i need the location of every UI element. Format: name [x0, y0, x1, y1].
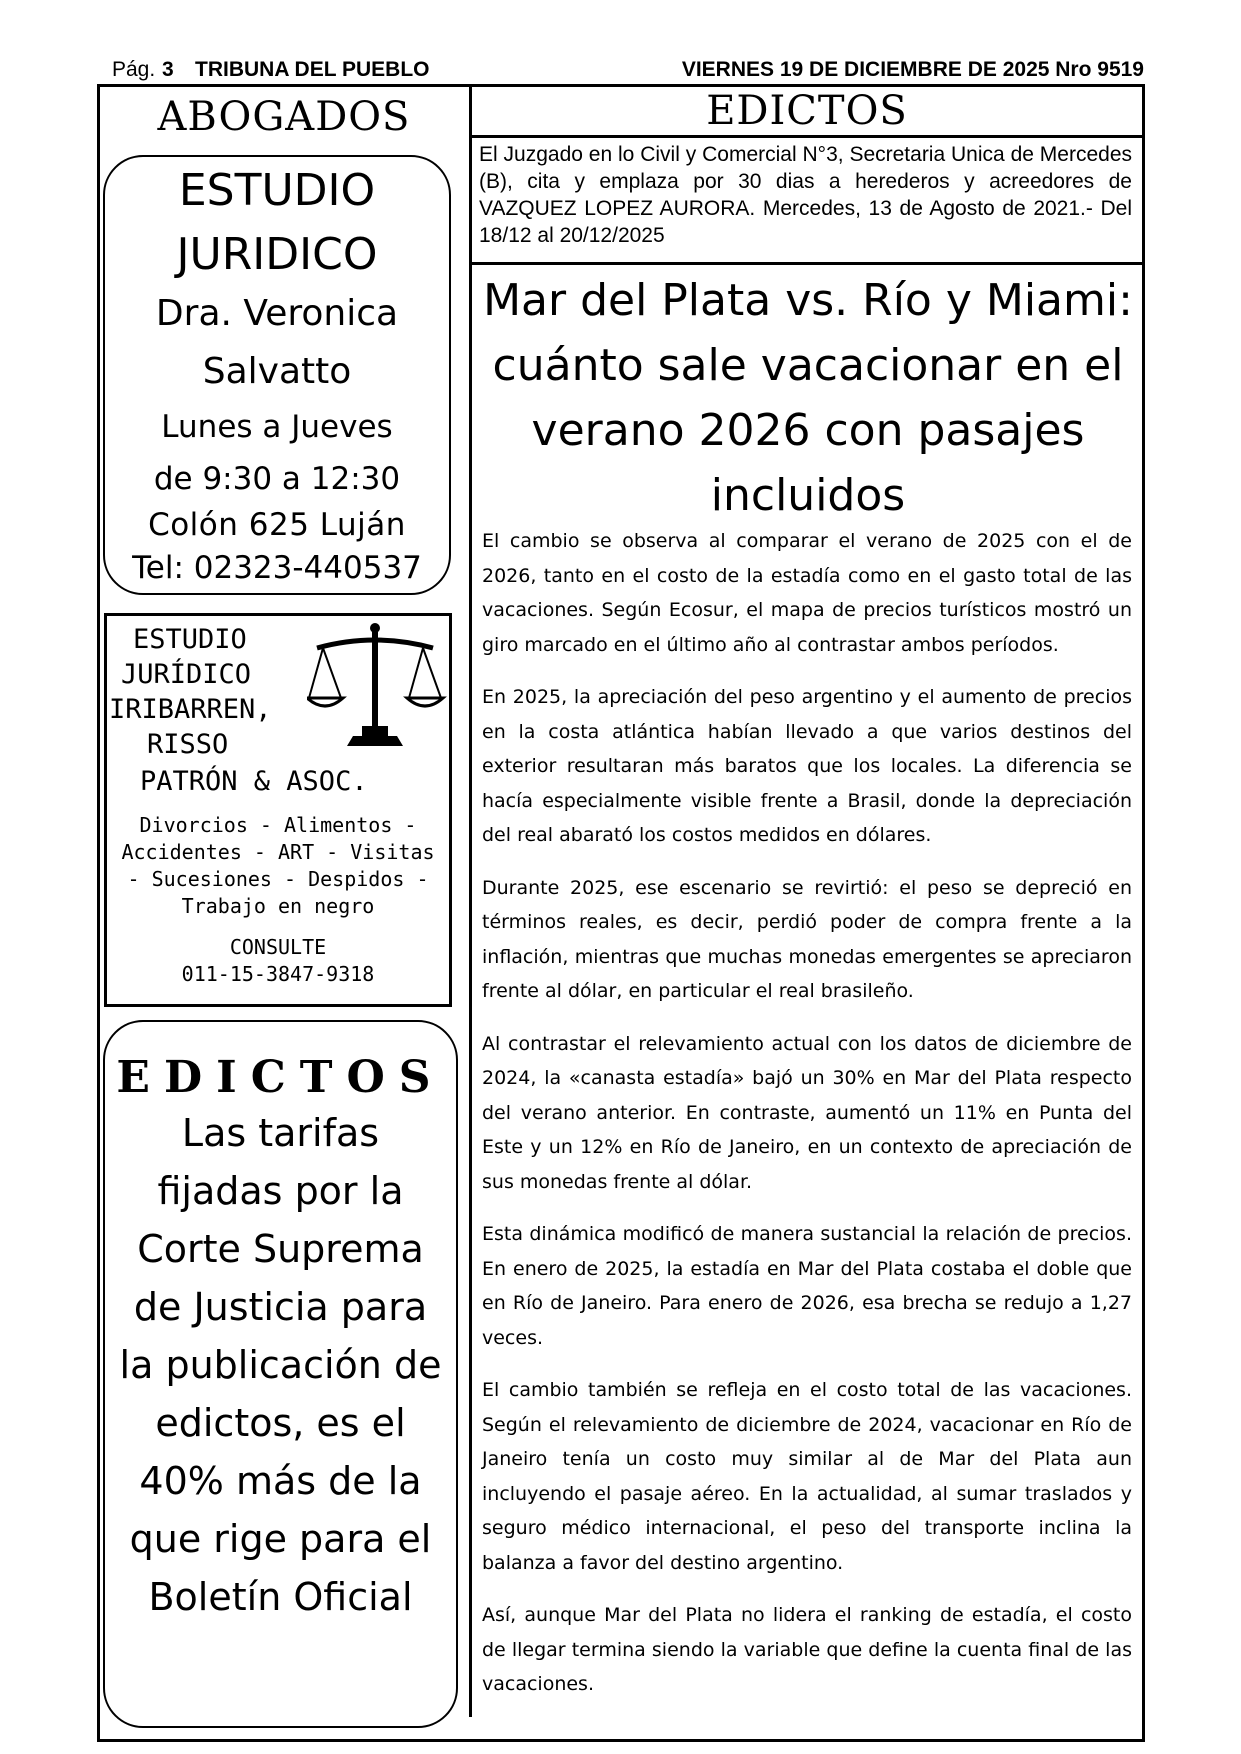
ad-edictos-tarifas [103, 1020, 458, 1728]
ad2-line2: JURÍDICO [121, 659, 252, 690]
edicto-notice: El Juzgado en lo Civil y Comercial N°3, Secretaria Unica de Mercedes (B), cita y emplaza por 30 dias a herederos y acreedores de VAZQUEZ LOPEZ AURORA. Mercedes, 13 de Agosto de 2021.- Del 18/12 al 20/12/2025 [472, 138, 1142, 265]
ad1-line1: ESTUDIO [178, 165, 376, 216]
column-divider [469, 87, 472, 1717]
ad1-line4: Salvatto [202, 351, 352, 392]
article-paragraph: Al contrastar el relevamiento actual con los datos de diciembre de 2024, la «canasta estadía» bajó un 30% en Mar del Plata respecto del verano anterior. En contraste, aumentó un 11% en Punta del Este y un 12% en Río de Janeiro, en un contexto de apreciación de sus monedas frente al dólar. [482, 1032, 1132, 1193]
ad3-title: EDICTOS [116, 1052, 445, 1103]
edictos-title: EDICTOS [706, 88, 908, 134]
article-paragraph: En 2025, la apreciación del peso argentino y el aumento de precios en la costa atlántica habían llevado a que varios destinos del exterior resultaran más baratos que los locales. La diferencia se hacía especialmente visible frente a Brasil, donde la depreciación del real abarató los costos medidos en dólares. [482, 686, 1132, 846]
scales-of-justice-icon [307, 618, 453, 758]
ad1-line7: Colón 625 Luján [148, 507, 406, 543]
article-headline: Mar del Plata vs. Río y Miami: cuánto sale vacacionar en el verano 2026 con pasajes incluidos [483, 275, 1133, 521]
ad2-line5: PATRÓN & ASOC. [140, 766, 368, 797]
ad2-services3: - Sucesiones - Despidos - [127, 867, 429, 891]
ad1-phone: Tel: 02323-440537 [132, 550, 422, 586]
page-header [112, 58, 1144, 84]
issue-date: VIERNES 19 DE DICIEMBRE DE 2025 Nro 9519 [681, 58, 1144, 81]
ad2-services1: Divorcios - Alimentos - [139, 813, 417, 837]
ad2-services2: Accidentes - ART - Visitas [121, 840, 435, 864]
ad1-line3: Dra. Veronica [155, 293, 399, 334]
ad2-line4: RISSO [147, 729, 229, 760]
article-body [482, 524, 1132, 1720]
article-paragraph: El cambio se observa al comparar el verano de 2025 con el de 2026, tanto en el costo de la estadía como en el gasto total de las vacaciones. Según Ecosur, el mapa de precios turísticos mostró un giro marcado en el último año al contrastar ambos períodos. [482, 530, 1132, 656]
ad2-phone: 011-15-3847-9318 [181, 962, 375, 986]
ad2-consult: CONSULTE [229, 935, 327, 959]
ad2-services4: Trabajo en negro [181, 894, 375, 918]
article-paragraph: Esta dinámica modificó de manera sustancial la relación de precios. En enero de 2025, la estadía en Mar del Plata costaba el doble que en Río de Janeiro. Para enero de 2026, esa brecha se redujo a 1,27 veces. [482, 1223, 1132, 1349]
ad1-line2: JURIDICO [176, 229, 378, 280]
article-paragraph: Así, aunque Mar del Plata no lidera el ranking de estadía, el costo de llegar termina siendo la variable que define la cuenta final de las vacaciones. [482, 1604, 1132, 1695]
page-number: 3 [162, 58, 174, 81]
abogados-title: ABOGADOS [157, 94, 411, 140]
ad2-line1: ESTUDIO [133, 624, 247, 655]
article-paragraph: Durante 2025, ese escenario se revirtió: el peso se depreció en términos reales, es decir, perdió poder de compra frente a la inflación, mientras que muchas monedas emergentes se apreciaron frente al dólar, en particular el real brasileño. [482, 876, 1132, 1002]
newspaper-name: TRIBUNA DEL PUEBLO [195, 58, 430, 81]
ad1-line6: de 9:30 a 12:30 [153, 461, 401, 497]
ad1-line5: Lunes a Jueves [161, 409, 393, 445]
ad-estudio-salvatto [103, 155, 451, 595]
ad3-body: Las tarifas fijadas por la Corte Suprema de Justicia para la publicación de edictos, es el 40% más de la que rige para el Boletín Oficial [119, 1111, 442, 1619]
page-label: Pág. [112, 58, 156, 81]
ad-estudio-iribarren [104, 613, 452, 1007]
article-paragraph: El cambio también se refleja en el costo total de las vacaciones. Según el relevamiento de diciembre de 2024, vacacionar en Río de Janeiro tenía un costo muy similar al de Mar del Plata aun incluyendo el pasaje aéreo. En la actualidad, al sumar traslados y seguro médico internacional, el peso del transporte inclina la balanza a favor del destino argentino. [482, 1379, 1132, 1574]
ad2-line3: IRIBARREN, [109, 694, 272, 725]
